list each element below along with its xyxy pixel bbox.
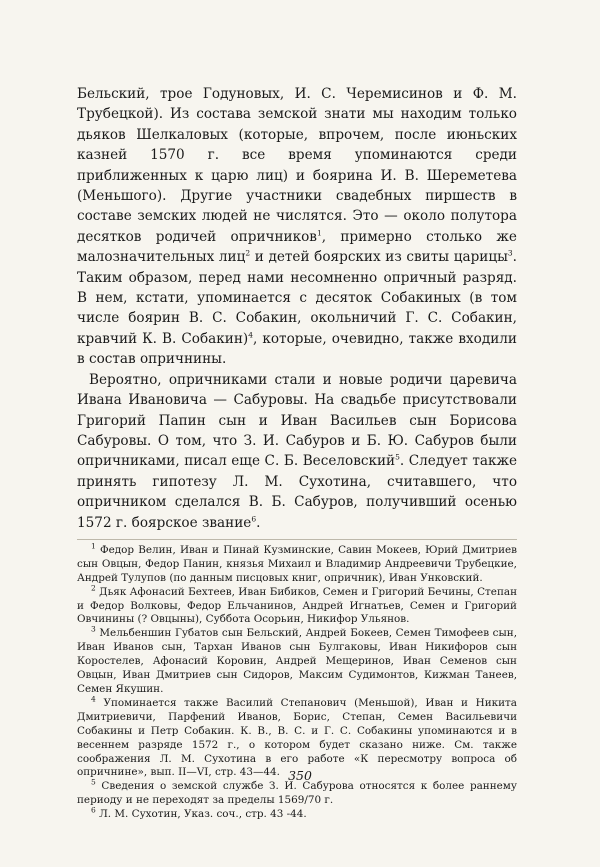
footnote <box>77 583 517 628</box>
paragraph-text: . <box>256 514 261 531</box>
footnote-ref: 4 <box>248 330 253 340</box>
footnote-ref: 6 <box>251 514 257 523</box>
footnote-divider <box>77 539 517 540</box>
footnote-text: Сведения о земской службе З. И. Сабурова относятся к более раннему периоду и не переходят за пределы 1569/70 г. <box>77 780 518 807</box>
footnote-number: 3 <box>91 624 96 634</box>
page-number: 350 <box>288 768 312 783</box>
paragraph-text: Вероятно, опричниками стали и новые родичи царевича Ивана Ивановича — Сабуровы. На свадьбе присутствовали Григорий Папин сын и Иван Васильев сын Борисова Сабуровы. О том, что З. И. Сабуров и Б. Ю. Сабуров были опричниками, писал еще С. Б. Веселовский <box>77 371 517 470</box>
footnote <box>77 777 518 808</box>
main-text <box>77 84 517 533</box>
footnote <box>77 624 517 697</box>
footnote-number: 5 <box>91 777 96 787</box>
footnote-ref: 2 <box>245 248 251 258</box>
footnote <box>77 805 517 822</box>
paragraph-text: , примерно столько же малозначительных лиц <box>77 228 517 266</box>
footnote-text: Федор Велин, Иван и Пинай Кузминские, Савин Мокеев, Юрий Дмитриев сын Овцын, Федор Панин, князья Михаил и Владимир Андреевичи Трубецкие, Андрей Тулупов (по данным писцовых книг, опричник), Иван Унковский. <box>77 543 517 584</box>
footnote-text: Мельбеншин Губатов сын Бельский, Андрей Бокеев, Семен Тимофеев сын, Иван Иванов сын, Тархан Иванов сын Булгаковы, Иван Никифоров сын Коростелев, Афонасий Коровин, Андрей Мещеринов, Иван Семенов сын Овцын, Иван Дмитриев сын Сидоров, Максим Судимонтов, Кижман Танеев, Семен Якушин. <box>77 627 517 695</box>
footnote-ref: 3 <box>507 248 513 258</box>
page-content <box>77 84 517 822</box>
footnote <box>77 541 517 586</box>
footnote-number: 1 <box>91 541 96 551</box>
footnote-text: Дьяк Афонасий Бехтеев, Иван Бибиков, Семен и Григорий Бечины, Степан и Федор Волковы, Федор Ельчанинов, Андрей Игнатьев, Семен и Григорий Овчинины (? Овцыны), Суббота Осорьин, Никифор Ульянов. <box>77 585 517 626</box>
paragraph-text: . Следует также принять гипотезу Л. М. Сухотина, считавшего, что опричником сделался В. Б. Сабуров, получивший осенью 1572 г. боярское звание <box>77 453 517 531</box>
footnote-ref: 5 <box>395 452 400 462</box>
paragraph-text: Бельский, трое Годуновых, И. С. Черемисинов и Ф. М. Трубецкой). Из состава земской знати мы находим только дьяков Шелкаловых (которые, впрочем, после июньских казней 1570 г. все время упоминаются среди приближенных к царю лиц) и боярина И. В. Шереметева (Меньшого). Другие участники свадебных пиршеств в составе земских людей не числятся. Это — около полутора десятков родичей опричников <box>77 86 517 245</box>
paragraph-text: и детей боярских из свиты царицы <box>250 249 508 266</box>
footnote-number: 2 <box>91 583 96 593</box>
footnote-text: Упоминается также Василий Степанович (Меньшой), Иван и Никита Дмитриевичи, Парфений Иванов, Борис, Степан, Семен Васильевичи Собакины и Петр Собакин. К. В., В. С. и Г. С. Собакины упоминаются и в весеннем разряде 1572 г., о котором будет сказано ниже. См. также соображения Л. М. Сухотина в его работе «К пересмотру вопроса об опричнине», вып. II—VI, стр. 43—44. <box>77 696 517 779</box>
paragraph-text: , которые, очевидно, также входили в состав опричнины. <box>77 330 517 368</box>
footnote-ref: 1 <box>316 228 322 238</box>
footnote-number: 4 <box>91 694 96 704</box>
footnote-number: 6 <box>91 805 96 815</box>
footnote-text: Л. М. Сухотин, Указ. соч., стр. 43 -44. <box>99 808 307 821</box>
paragraph <box>77 84 517 370</box>
paragraph <box>77 370 517 533</box>
paragraph-text: . Таким образом, перед нами несомненно опричный разряд. В нем, кстати, упоминается с десяток Собакиных (в том числе боярин В. С. Собакин, окольничий Г. С. Собакин, кравчий К. В. Собакин) <box>77 249 517 347</box>
